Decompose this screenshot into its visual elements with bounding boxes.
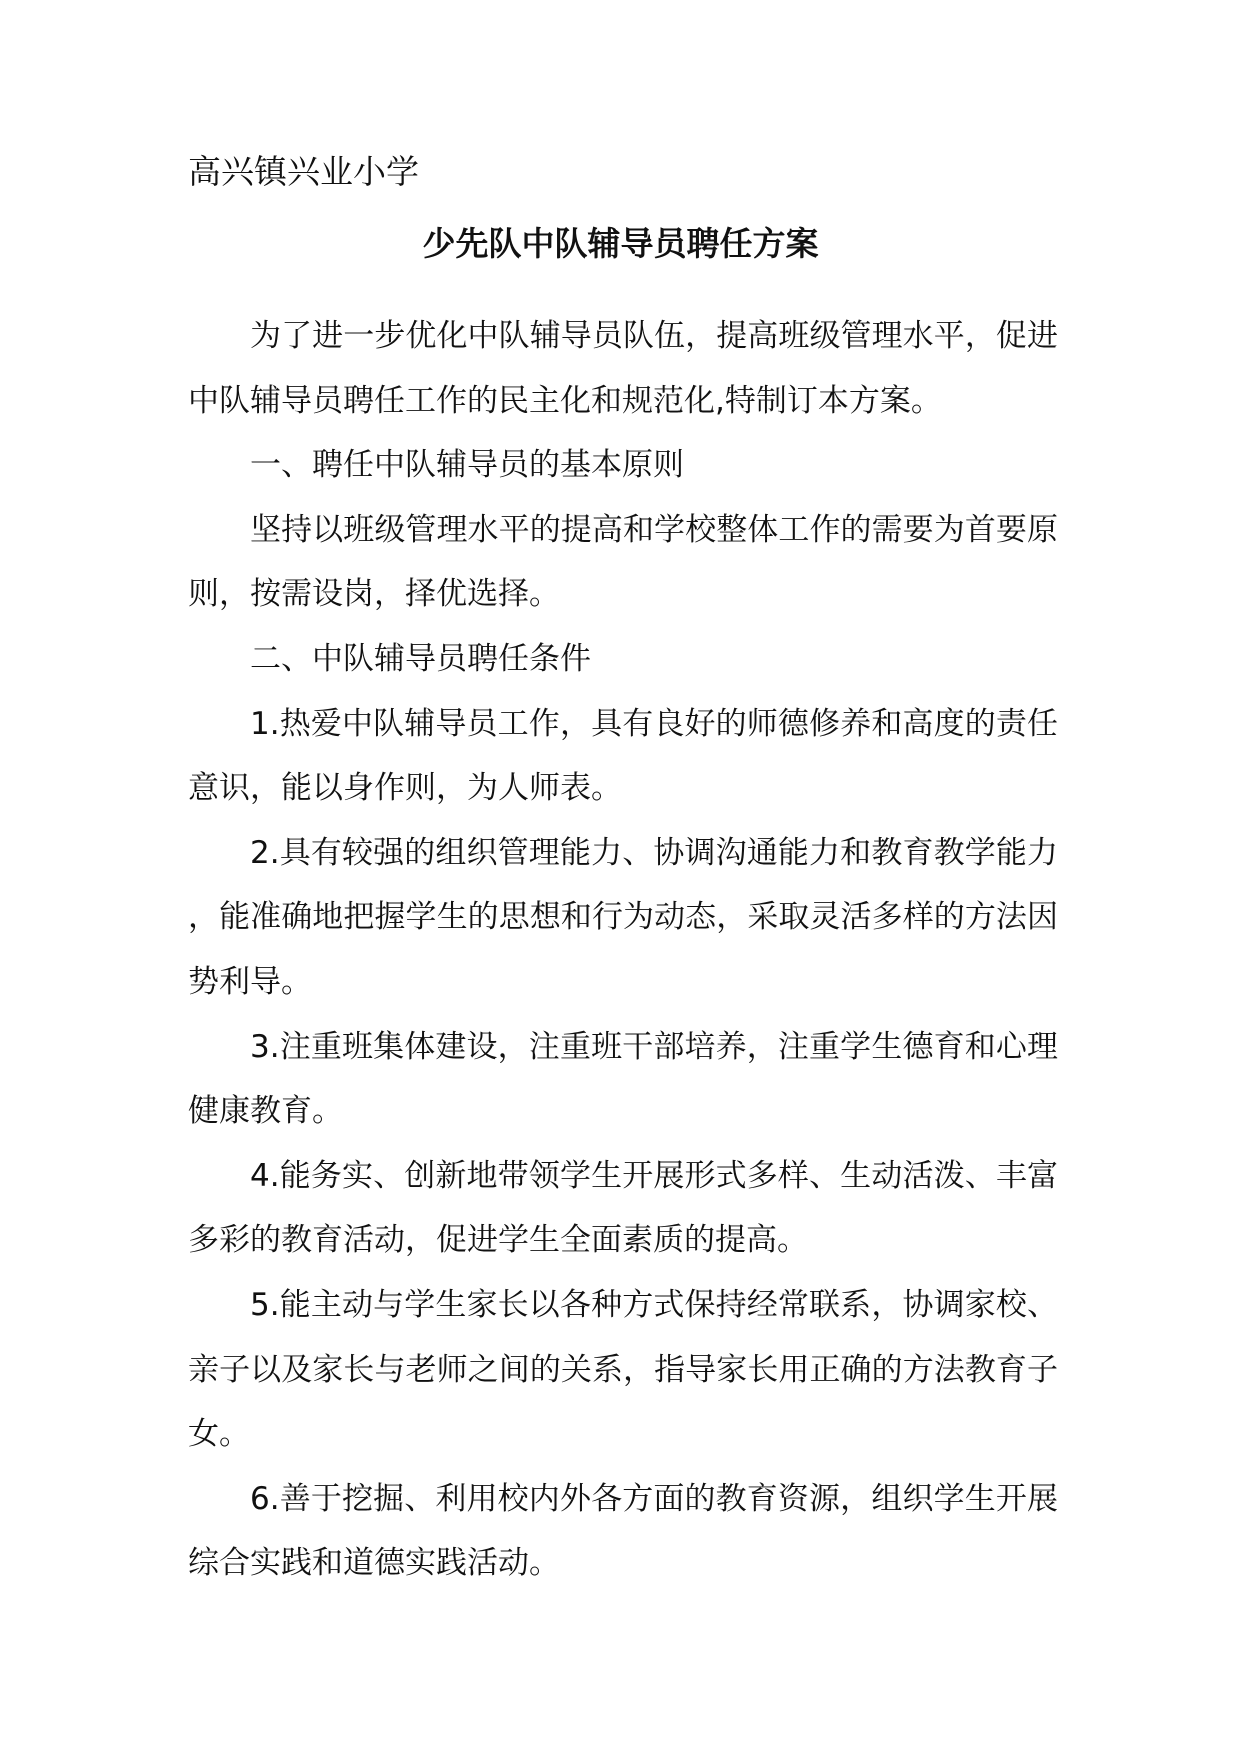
intro-paragraph: 为了进一步优化中队辅导员队伍，提高班级管理水平，促进中队辅导员聘任工作的民主化和规范化,特制订本方案。 xyxy=(188,318,1058,419)
section-heading-conditions: 二、中队辅导员聘任条件 xyxy=(250,640,591,677)
condition-item-5: 5.能主动与学生家长以各种方式保持经常联系，协调家校、亲子以及家长与老师之间的关系，指导家长用正确的方法教育子女。 xyxy=(188,1286,1058,1453)
condition-item-6: 6.善于挖掘、利用校内外各方面的教育资源，组织学生开展综合实践和道德实践活动。 xyxy=(188,1480,1058,1582)
section-heading-principles: 一、聘任中队辅导员的基本原则 xyxy=(250,447,684,484)
document-body xyxy=(188,304,1058,1596)
condition-item-4: 4.能务实、创新地带领学生开展形式多样、生动活泼、丰富多彩的教育活动，促进学生全面素质的提高。 xyxy=(188,1157,1058,1259)
condition-item-2: 2.具有较强的组织管理能力、协调沟通能力和教育教学能力，能准确地把握学生的思想和行为动态，采取灵活多样的方法因势利导。 xyxy=(188,834,1058,1000)
school-name: 高兴镇兴业小学 xyxy=(188,152,419,191)
principles-paragraph: 坚持以班级管理水平的提高和学校整体工作的需要为首要原则，按需设岗，择优选择。 xyxy=(188,511,1058,613)
document-title: 少先队中队辅导员聘任方案 xyxy=(422,224,819,263)
condition-item-1: 1.热爱中队辅导员工作，具有良好的师德修养和高度的责任意识，能以身作则，为人师表。 xyxy=(188,705,1058,807)
condition-item-3: 3.注重班集体建设，注重班干部培养，注重学生德育和心理健康教育。 xyxy=(188,1028,1058,1130)
